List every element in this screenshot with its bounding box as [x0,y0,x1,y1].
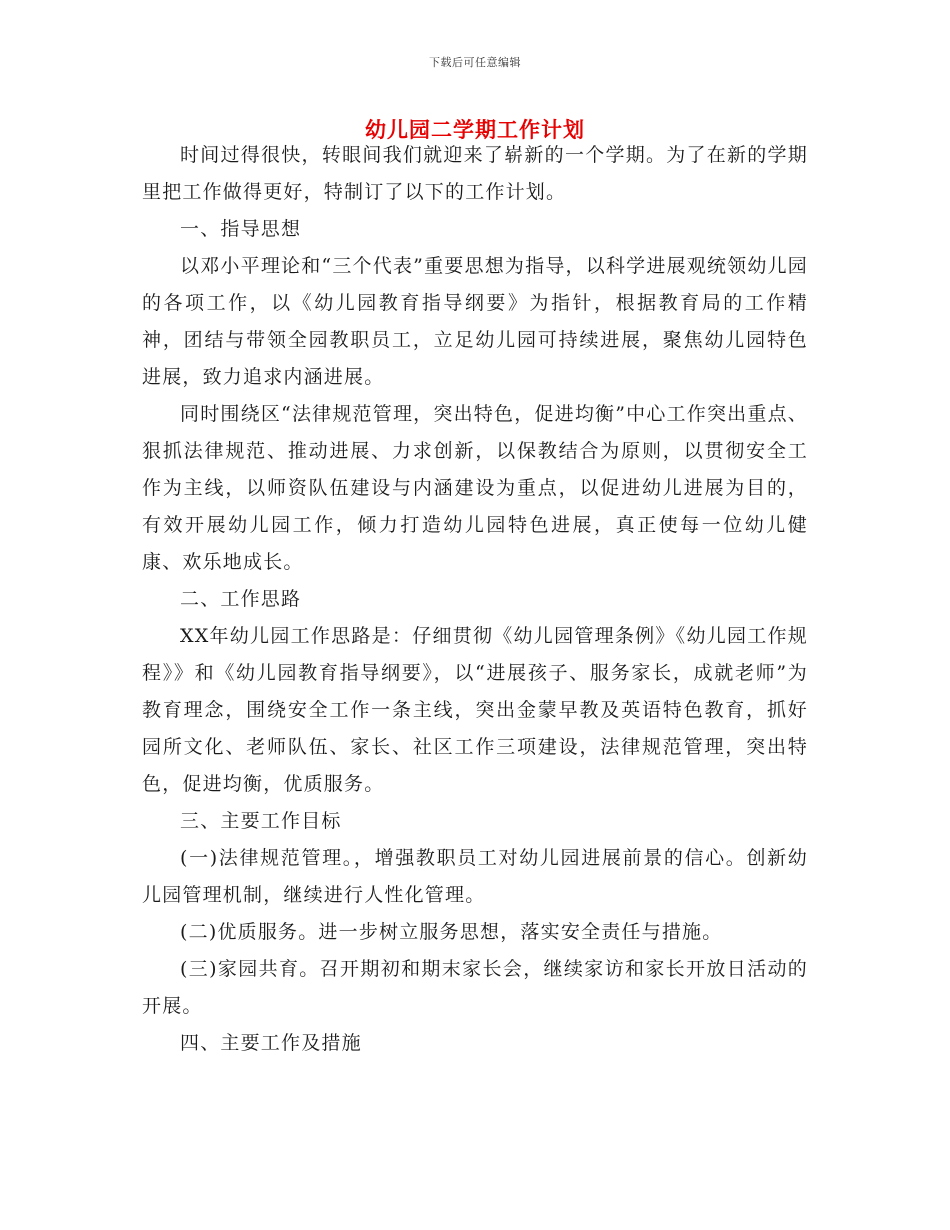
paragraph-intro: 时间过得很快，转眼间我们就迎来了崭新的一个学期。为了在新的学期里把工作做得更好，特制订了以下的工作计划。 [142,144,808,203]
paragraph-guiding-ideology: 以邓小平理论和“三个代表”重要思想为指导，以科学进展观统领幼儿园的各项工作，以《幼儿园教育指导纲要》为指针，根据教育局的工作精神，团结与带领全园教职员工，立足幼儿园可持续进展，聚焦幼儿园特色进展，致力追求内涵进展。 [142,255,808,388]
heading-main-work-measures: 四、主要工作及措施 [180,1032,362,1054]
paragraph-work-approach: XX年幼儿园工作思路是：仔细贯彻《幼儿园管理条例》《幼儿园工作规程》》和《幼儿园教育指导纲要》，以“进展孩子、服务家长，成就老师”为教育理念，围绕安全工作一条主线，突出金蒙早教及英语特色教育，抓好园所文化、老师队伍、家长、社区工作三项建设，法律规范管理，突出特色，促进均衡，优质服务。 [142,625,808,795]
heading-work-approach: 二、工作思路 [180,588,302,610]
goal-item-1: (一)法律规范管理。，增强教职员工对幼儿园进展前景的信心。创新幼儿园管理机制，继续进行人性化管理。 [142,847,808,906]
header-note: 下载后可任意编辑 [429,56,521,69]
paragraph-focus: 同时围绕区“法律规范管理，突出特色，促进均衡”中心工作突出重点、狠抓法律规范、推动进展、力求创新，以保教结合为原则，以贯彻安全工作为主线，以师资队伍建设与内涵建设为重点，以促进幼儿进展为目的，有效开展幼儿园工作，倾力打造幼儿园特色进展，真正使每一位幼儿健康、欢乐地成长。 [142,403,808,573]
document-title: 幼儿园二学期工作计划 [365,117,585,142]
goal-item-2: (二)优质服务。进一步树立服务思想，落实安全责任与措施。 [180,921,723,943]
heading-main-goals: 三、主要工作目标 [180,810,342,832]
heading-guiding-ideology: 一、指导思想 [180,218,302,240]
goal-item-3: (三)家园共育。召开期初和期末家长会，继续家访和家长开放日活动的开展。 [142,958,808,1017]
document-body [142,137,808,1062]
